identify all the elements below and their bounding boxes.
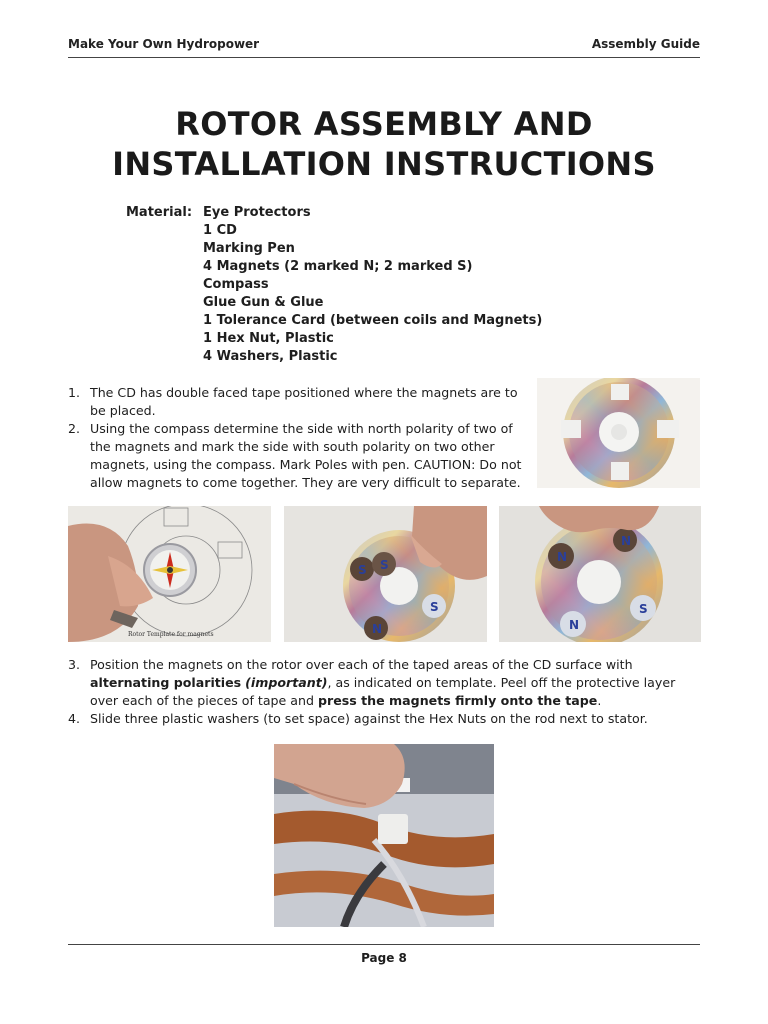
step-emphasis: alternating polarities — [90, 675, 242, 690]
step-item — [68, 656, 700, 710]
placing-magnets-illustration — [284, 506, 487, 642]
step-item — [68, 420, 530, 492]
step-text-part: , as indicated on template. Peel off the protective layer over each of the pieces of tape and — [90, 675, 676, 708]
magnet-letter: N — [569, 618, 580, 632]
magnet-letter: N — [621, 534, 632, 548]
materials-item: 1 Hex Nut, Plastic — [203, 331, 334, 346]
materials-item: Compass — [203, 277, 269, 292]
magnet-letter: S — [639, 602, 648, 616]
page-number: Page 8 — [361, 951, 407, 965]
step-emphasis: press the magnets firmly onto the tape — [318, 693, 598, 708]
step-number: 2. — [68, 421, 81, 436]
photo-cd-with-tape — [537, 378, 700, 488]
materials-list — [203, 204, 542, 366]
step-number: 4. — [68, 711, 81, 726]
photo-rotor-with-magnets — [499, 506, 701, 642]
magnet-letter: N — [557, 550, 568, 564]
steps-list-2 — [68, 656, 700, 728]
rotor-magnets-illustration — [499, 506, 701, 642]
materials-item: 1 CD — [203, 223, 237, 238]
step-text — [90, 657, 675, 708]
washers-illustration — [274, 744, 494, 927]
compass-illustration — [68, 506, 271, 642]
magnet-letter: S — [358, 563, 367, 577]
header-section-name: Assembly Guide — [591, 37, 700, 51]
step-text: Slide three plastic washers (to set space) against the Hex Nuts on the rod next to stator. — [90, 711, 648, 726]
step-emphasis-italic: (important) — [245, 675, 328, 690]
materials-item: 4 Washers, Plastic — [203, 349, 338, 364]
magnet-letter: S — [430, 600, 439, 614]
materials-label: Material: — [126, 205, 193, 220]
materials-item: Marking Pen — [203, 241, 295, 256]
step-text: The CD has double faced tape positioned where the magnets are to be placed. — [90, 385, 518, 418]
template-caption: Rotor Template for magnets — [128, 631, 214, 638]
photo-washers-on-rod — [274, 744, 494, 927]
steps-list-1 — [68, 384, 530, 492]
photo-compass-on-template — [68, 506, 271, 642]
materials-item: Glue Gun & Glue — [203, 295, 324, 310]
step-number: 1. — [68, 385, 81, 400]
step-number: 3. — [68, 657, 81, 672]
page-title: ROTOR ASSEMBLY AND INSTALLATION INSTRUCTIONS — [112, 105, 656, 183]
photo-placing-magnets — [284, 506, 487, 642]
step-text-part: . — [597, 693, 602, 708]
step-text: Using the compass determine the side with north polarity of two of the magnets and mark the side with south polarity on two other magnets, using the compass. Mark Poles with pen. CAUTION: Do not allow magnets to come together. They are very difficult to separate. — [90, 421, 522, 490]
materials-item: 1 Tolerance Card (between coils and Magnets) — [203, 313, 543, 328]
materials-block — [126, 204, 542, 366]
header-guide-name: Make Your Own Hydropower — [68, 37, 260, 51]
footer-rule — [68, 944, 700, 945]
cd-tape-illustration — [537, 378, 700, 488]
step-item — [68, 384, 530, 420]
materials-item: 4 Magnets (2 marked N; 2 marked S) — [203, 259, 473, 274]
header-rule — [68, 57, 700, 58]
magnet-letter: N — [372, 622, 383, 636]
magnet-letter: S — [380, 558, 389, 572]
step-text-part: Position the magnets on the rotor over each of the taped areas of the CD surface with — [90, 657, 633, 672]
step-item — [68, 710, 700, 728]
materials-item: Eye Protectors — [203, 205, 311, 220]
